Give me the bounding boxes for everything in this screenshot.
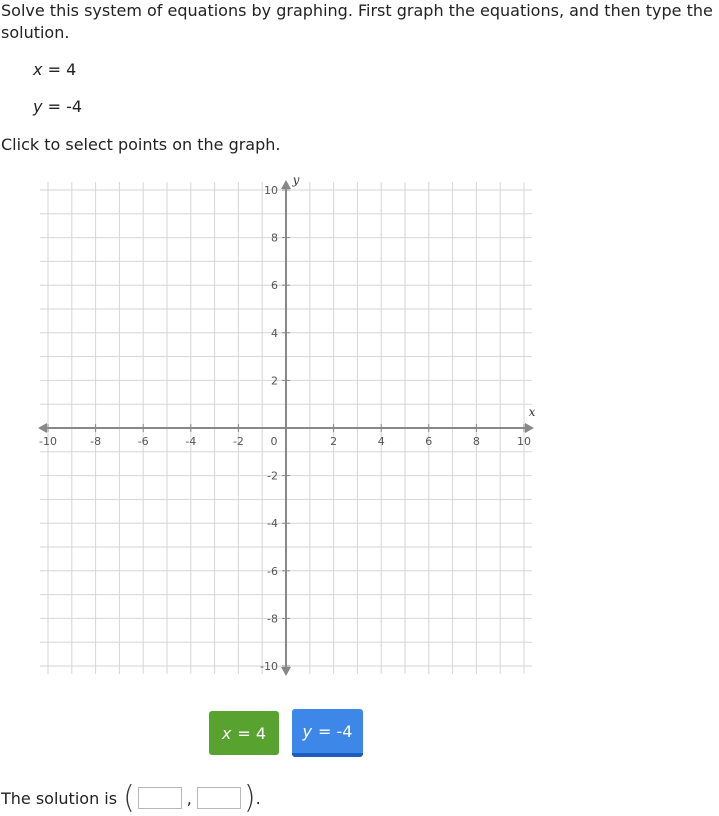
y-tick-label: 10 <box>264 184 278 197</box>
solution-row <box>1 780 261 816</box>
graph-instruction: Click to select points on the graph. <box>1 135 281 154</box>
button-x-variable: x <box>221 723 232 743</box>
y-tick-label: -8 <box>267 612 278 626</box>
y-tick-label: -2 <box>267 469 278 483</box>
x-axis-left-arrow-icon <box>38 423 47 433</box>
y-axis-up-arrow-icon <box>281 180 291 189</box>
y-tick-label: -10 <box>260 660 278 673</box>
x-tick-label: -4 <box>185 435 197 448</box>
equation-2-variable: y <box>33 97 43 116</box>
button-y-equals: = <box>318 721 337 741</box>
solution-label: The solution is <box>1 788 118 808</box>
button-y-rhs: -4 <box>336 721 353 741</box>
solution-x-input[interactable] <box>138 787 182 809</box>
equation-1-variable: x <box>33 60 43 79</box>
button-x-equals: = <box>237 723 256 743</box>
x-tick-label: -6 <box>137 435 149 448</box>
button-y-variable: y <box>302 721 312 741</box>
equation-1 <box>33 60 76 79</box>
y-tick-label: 6 <box>271 279 278 293</box>
y-axis-down-arrow-icon <box>281 667 291 676</box>
x-tick-label: -2 <box>232 435 244 448</box>
equation-2-equals: = <box>47 97 67 116</box>
y-tick-label: -6 <box>267 564 278 578</box>
y-tick-label: 8 <box>271 231 278 245</box>
equation-1-rhs: 4 <box>66 60 77 79</box>
button-x-rhs: 4 <box>255 723 267 743</box>
x-tick-label: 8 <box>472 435 480 448</box>
x-tick-label: -8 <box>90 435 102 448</box>
graph-equation-y-button[interactable] <box>292 709 363 757</box>
equation-1-equals: = <box>47 60 67 79</box>
x-axis-label: x <box>528 405 536 419</box>
y-tick-label: -4 <box>267 517 278 531</box>
solution-period: . <box>255 788 261 808</box>
left-paren: ( <box>123 779 135 816</box>
equation-2-rhs: -4 <box>66 97 83 116</box>
x-tick-label: 4 <box>377 435 385 448</box>
y-tick-label: 2 <box>271 374 278 388</box>
solution-comma: , <box>186 788 192 808</box>
equation-2 <box>33 97 82 116</box>
x-tick-label: 10 <box>517 435 531 448</box>
right-paren: ) <box>243 779 256 816</box>
coordinate-graph[interactable] <box>0 168 560 688</box>
graph-equation-x-button[interactable] <box>209 711 279 755</box>
y-axis-label: y <box>292 173 300 187</box>
y-tick-label: 4 <box>271 326 278 340</box>
solution-y-input[interactable] <box>197 787 241 809</box>
problem-prompt: Solve this system of equations by graphing. First graph the equations, and then type the solution. <box>1 1 713 42</box>
x-tick-label: 0 <box>270 435 278 448</box>
x-tick-label: -10 <box>39 435 57 448</box>
x-axis-right-arrow-icon <box>525 423 534 433</box>
x-tick-label: 2 <box>330 435 338 448</box>
x-tick-label: 6 <box>425 435 433 448</box>
